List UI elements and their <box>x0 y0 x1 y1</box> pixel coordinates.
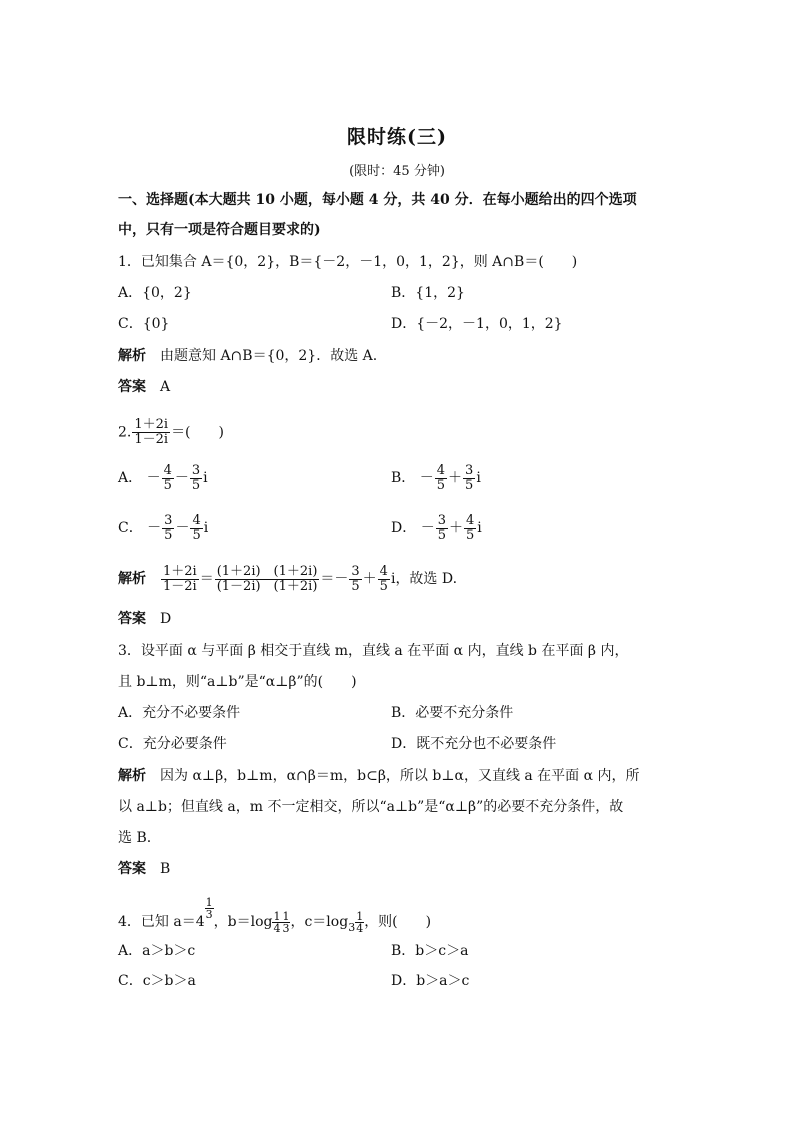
q4-stem <box>118 897 431 943</box>
answer-label: 答案 <box>118 611 146 627</box>
q2-option-d <box>391 513 482 543</box>
den: 3 <box>282 921 290 935</box>
q2-fraction <box>132 418 170 447</box>
q3-option-a: A．充分不必要条件 <box>118 705 241 721</box>
num: (1＋2i) (1＋2i) <box>216 563 318 579</box>
q4-option-b: B．b＞c＞a <box>391 943 469 959</box>
frac <box>162 464 174 493</box>
q4-tail: ，则( ) <box>364 914 432 930</box>
frac <box>464 514 476 543</box>
page-title: 限时练(三) <box>347 126 447 148</box>
q3-stem-line2: 且 b⊥m，则“a⊥b”是“α⊥β”的( ) <box>118 674 357 690</box>
q2-answer <box>118 609 171 629</box>
q3-option-b: B．必要不充分条件 <box>391 705 514 721</box>
num: 1＋2i <box>163 563 197 579</box>
frac <box>190 464 202 493</box>
q4-option-d: D．b＞a＞c <box>391 973 470 989</box>
q1-option-c: C．{0} <box>118 316 170 332</box>
num: 3 <box>465 462 474 478</box>
minus-sign: － <box>420 520 435 536</box>
num: 1 <box>282 909 290 923</box>
log-base-frac <box>272 911 281 934</box>
q4-pre: 4．已知 a＝4 <box>118 914 205 930</box>
num: 1 <box>356 909 364 923</box>
q1-stem: 1．已知集合 A＝{0，2}，B＝{－2，－1，0，1，2}，则 A∩B＝( ) <box>118 254 578 270</box>
log-arg-frac <box>355 911 364 934</box>
operator: － <box>174 470 189 486</box>
equals: ＝ <box>199 571 214 587</box>
operator: ＋ <box>448 520 463 536</box>
q3-answer <box>118 859 170 879</box>
option-label: A． <box>118 470 143 486</box>
frac <box>463 464 475 493</box>
minus-sign: － <box>419 470 434 486</box>
q2-analysis <box>118 564 457 594</box>
answer-label: 答案 <box>118 861 146 877</box>
analysis-label: 解析 <box>118 571 146 587</box>
q3-analysis-line1 <box>118 766 640 786</box>
num: 4 <box>163 462 172 478</box>
operator: ＋ <box>448 470 463 486</box>
den: 3 <box>205 908 213 921</box>
imag-unit: i <box>477 520 482 536</box>
den: 5 <box>437 527 446 543</box>
q2-option-a <box>118 463 208 493</box>
frac <box>215 565 320 594</box>
den: 5 <box>163 477 172 493</box>
num: 4 <box>379 563 388 579</box>
imag-unit: i <box>390 571 396 587</box>
q2-option-b <box>391 463 481 493</box>
q4-b-pre: ，b＝log <box>213 914 273 930</box>
imag-unit: i <box>476 470 481 486</box>
frac <box>349 565 361 594</box>
q2-stem-tail: ＝( ) <box>171 424 224 441</box>
q1-analysis <box>118 346 377 366</box>
section-heading-line1: 一、选择题(本大题共 10 小题，每小题 4 分，共 40 分．在每小题给出的四个选项 <box>118 192 637 208</box>
num: 1 <box>205 896 213 909</box>
time-limit: (限时：45 分钟) <box>349 164 445 179</box>
analysis-tail: ，故选 D. <box>395 571 458 587</box>
q3-option-c: C．充分必要条件 <box>118 736 227 752</box>
q1-option-d: D．{－2，－1，0，1，2} <box>391 316 563 332</box>
q2-option-c <box>118 513 208 543</box>
num: 4 <box>465 512 475 528</box>
den: 4 <box>356 921 364 935</box>
den: 5 <box>191 477 201 493</box>
option-label: B． <box>391 470 416 486</box>
frac <box>162 514 174 543</box>
den: 5 <box>192 527 201 543</box>
den: (1－2i) (1＋2i) <box>216 578 318 594</box>
q4-option-c: C．c＞b＞a <box>118 973 196 989</box>
imag-unit: i <box>203 520 209 536</box>
num: 4 <box>436 462 446 478</box>
option-label: C． <box>118 520 143 536</box>
num: 1 <box>273 910 281 923</box>
log-base: 3 <box>348 921 356 934</box>
q3-answer-value: B <box>160 861 171 877</box>
q2-number: 2. <box>118 424 132 441</box>
frac <box>435 464 447 493</box>
num: 3 <box>191 462 201 478</box>
num: 3 <box>164 512 173 528</box>
den: 5 <box>465 477 474 493</box>
analysis-label: 解析 <box>118 348 146 364</box>
operator: － <box>175 520 190 536</box>
den: 5 <box>436 477 446 493</box>
frac <box>378 565 390 594</box>
q3-analysis-line3: 选 B. <box>118 830 152 846</box>
imag-unit: i <box>203 470 208 486</box>
q4-c-pre: ，c＝log <box>290 914 349 930</box>
num: 3 <box>437 512 446 528</box>
q2-stem <box>118 418 224 447</box>
den: 1－2i <box>163 578 197 594</box>
den: 5 <box>164 527 173 543</box>
q1-answer <box>118 377 170 397</box>
frac <box>190 514 202 543</box>
exponent-frac <box>205 897 214 920</box>
num: 3 <box>351 563 360 579</box>
q1-analysis-text: 由题意知 A∩B＝{0，2}．故选 A. <box>160 348 378 364</box>
section-heading-line2: 中，只有一项是符合题目要求的) <box>118 222 321 238</box>
num: 4 <box>192 512 201 528</box>
den: 5 <box>379 578 388 594</box>
answer-label: 答案 <box>118 379 146 395</box>
q3-option-d: D．既不充分也不必要条件 <box>391 736 557 752</box>
operator: ＋ <box>362 571 377 587</box>
q3-analysis-text1: 因为 α⊥β，b⊥m，α∩β＝m，b⊂β，所以 b⊥α，又直线 a 在平面 α 内，所 <box>160 768 640 784</box>
q2-numerator: 1＋2i <box>134 417 169 432</box>
q1-option-b: B．{1，2} <box>391 285 465 301</box>
equals: ＝ <box>320 571 335 587</box>
frac <box>436 514 448 543</box>
q1-option-a: A．{0，2} <box>118 285 192 301</box>
q3-analysis-line2: 以 a⊥b；但直线 a，m 不一定相交，所以“a⊥b”是“α⊥β”的必要不充分条件，故 <box>118 799 624 815</box>
minus-sign: － <box>147 520 162 536</box>
den: 5 <box>465 527 475 543</box>
q2-denominator: 1－2i <box>134 432 169 447</box>
q3-stem-line1: 3．设平面 α 与平面 β 相交于直线 m，直线 a 在平面 α 内，直线 b 在平面 β 内， <box>118 643 629 659</box>
den: 5 <box>351 578 360 594</box>
q1-answer-value: A <box>160 379 171 395</box>
frac <box>161 565 199 594</box>
den: 4 <box>273 922 281 935</box>
minus-sign: － <box>334 571 349 587</box>
minus-sign: － <box>146 470 161 486</box>
option-label: D． <box>391 520 417 536</box>
q4-option-a: A．a＞b＞c <box>118 943 196 959</box>
analysis-label: 解析 <box>118 768 146 784</box>
q2-answer-value: D <box>160 611 172 627</box>
